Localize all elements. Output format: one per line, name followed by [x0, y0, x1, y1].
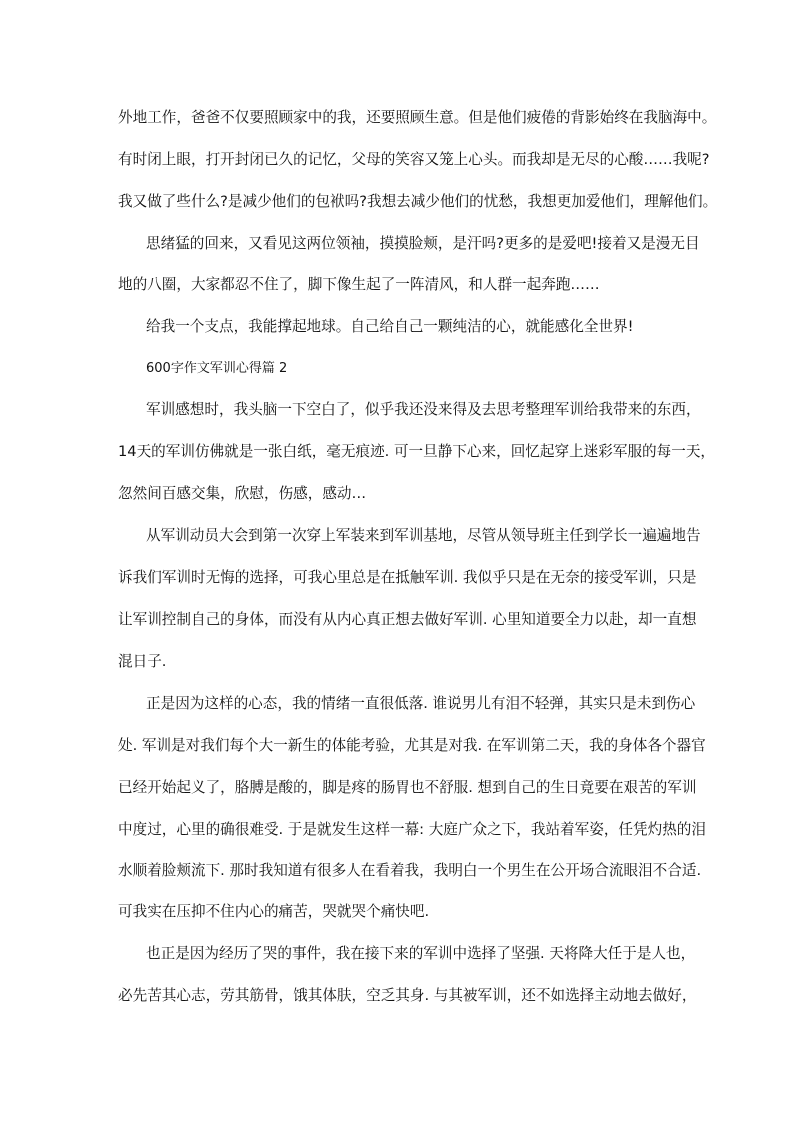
text-line: 军训感想时，我头脑一下空白了，似乎我还没来得及去思考整理军训给我带来的东西， [146, 401, 701, 418]
text-line: 水顺着脸颊流下. 那时我知道有很多人在看着我，我明白一个男生在公开场合流眼泪不合适. [118, 862, 702, 879]
text-line: 忽然间百感交集，欣慰，伤感，感动… [118, 485, 367, 502]
text-line: 我又做了些什么?是减少他们的包袱吗?我想去减少他们的忧愁，我想更加爱他们，理解他们。 [118, 193, 718, 210]
section-heading: 600字作文军训心得篇 2 [146, 361, 288, 376]
text-line: 给我一个支点，我能撑起地球。自己给自己一颗纯洁的心，就能感化全世界! [146, 318, 634, 335]
text-line: 14天的军训仿佛就是一张白纸，毫无痕迹. 可一旦静下心来，回忆起穿上迷彩军服的每一天， [118, 443, 716, 460]
text-line: 处. 军训是对我们每个大一新生的体能考验，尤其是对我. 在军训第二天，我的身体各个器官 [118, 737, 706, 754]
text-line: 必先苦其心志，劳其筋骨，饿其体肤，空乏其身. 与其被军训，还不如选择主动地去做好， [118, 987, 697, 1004]
text-line: 让军训控制自己的身体，而没有从内心真正想去做好军训. 心里知道要全力以赴，却一直想 [118, 611, 697, 628]
text-line: 可我实在压抑不住内心的痛苦，哭就哭个痛快吧. [118, 903, 430, 920]
text-line: 也正是因为经历了哭的事件，我在接下来的军训中选择了坚强. 天将降大任于是人也， [146, 945, 696, 962]
text-line: 思绪猛的回来，又看见这两位领袖，摸摸脸颊，是汗吗?更多的是爱吧!接着又是漫无目 [146, 235, 700, 252]
text-line: 混日子. [118, 653, 167, 670]
text-line: 中度过，心里的确很难受. 于是就发生这样一幕: 大庭广众之下，我站着军姿，任凭灼热的泪 [118, 821, 706, 838]
text-line: 外地工作，爸爸不仅要照顾家中的我，还要照顾生意。但是他们疲倦的背影始终在我脑海中。 [118, 109, 717, 126]
text-line: 地的八圈，大家都忍不住了，脚下像生起了一阵清风，和人群一起奔跑…… [118, 276, 600, 293]
text-line: 从军训动员大会到第一次穿上军装来到军训基地，尽管从领导班主任到学长一遍遍地告 [146, 527, 701, 544]
text-line: 已经开始起义了，胳膊是酸的，脚是疼的肠胃也不舒服. 想到自己的生日竟要在艰苦的军训 [118, 779, 697, 796]
text-line: 有时闭上眼，打开封闭已久的记忆，父母的笑容又笼上心头。而我却是无尽的心酸……我呢? [118, 151, 710, 168]
text-line: 诉我们军训时无悔的选择，可我心里总是在抵触军训. 我似乎只是在无奈的接受军训，只是 [118, 569, 697, 586]
text-line: 正是因为这样的心态，我的情绪一直很低落. 谁说男儿有泪不轻弹，其实只是未到伤心 [146, 695, 696, 712]
